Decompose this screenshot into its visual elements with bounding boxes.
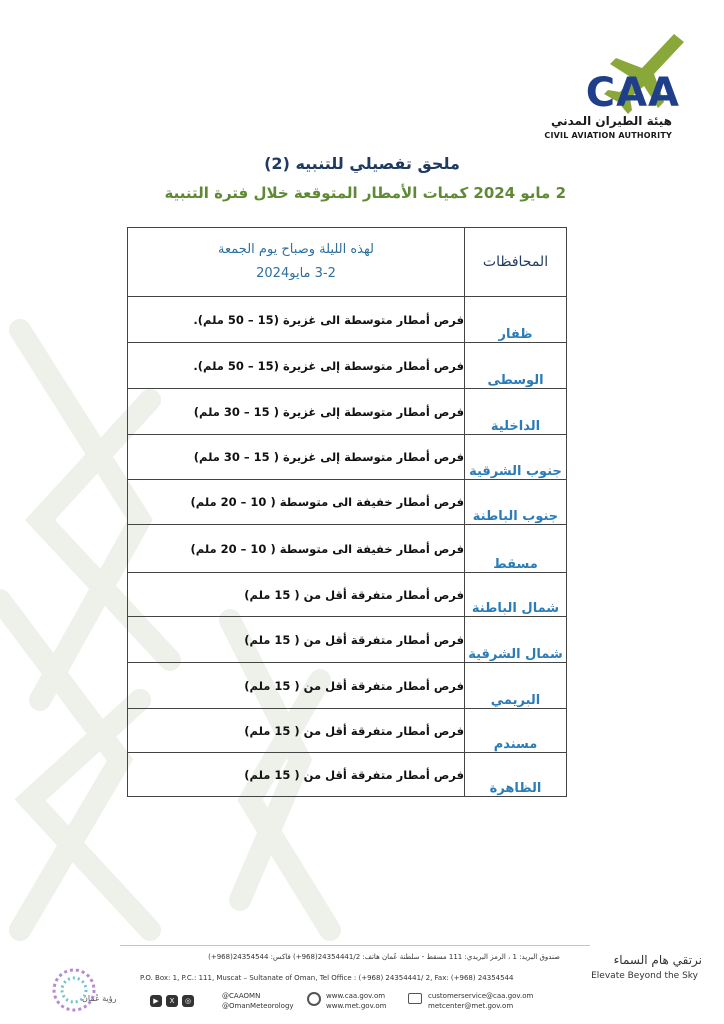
forecast-cell: فرص أمطار متفرقة أقل من ( 15 ملم) — [128, 753, 465, 797]
header-governorate: المحافظات — [465, 228, 567, 297]
logo-name-en: CIVIL AVIATION AUTHORITY — [544, 131, 672, 140]
header-period-line2: 3-2 مايو2024 — [256, 266, 336, 281]
youtube-icon[interactable]: ▶ — [150, 995, 162, 1007]
social-icons — [150, 995, 194, 1007]
table-row — [128, 389, 567, 435]
logo-abbr: CAA — [585, 70, 680, 116]
email-metcenter-link[interactable]: metcenter@met.gov.om — [428, 1002, 514, 1010]
instagram-icon[interactable]: ◎ — [182, 995, 194, 1007]
logo-name-ar: هيئة الطيران المدني — [550, 114, 672, 128]
forecast-cell: فرص أمطار متفرقة أقل من ( 15 ملم) — [128, 663, 465, 709]
table-row — [128, 617, 567, 663]
footer-address-ar: صندوق البريد: 1 ، الرمز البريدي: 111 مسقط - سلطنة عُمان هاتف: 24354441/2(968+) فاكس: 24354544(968+) — [208, 953, 560, 961]
forecast-cell: فرص أمطار متفرقة أقل من ( 15 ملم) — [128, 617, 465, 663]
header-period — [128, 228, 465, 297]
governorate-cell: الداخلية — [465, 389, 567, 435]
table-row — [128, 709, 567, 753]
table-row — [128, 573, 567, 617]
table-row — [128, 297, 567, 343]
footer-divider — [120, 945, 590, 946]
x-icon[interactable]: X — [166, 995, 178, 1007]
governorate-cell: شمال الباطنة — [465, 573, 567, 617]
social-handle-met[interactable]: @OmanMeteorology — [222, 1002, 294, 1010]
governorate-cell: شمال الشرقية — [465, 617, 567, 663]
governorate-cell: ظفار — [465, 297, 567, 343]
governorate-cell: الوسطى — [465, 343, 567, 389]
table-row — [128, 435, 567, 480]
forecast-cell: فرص أمطار خفيفة الى متوسطة ( 10 – 20 ملم) — [128, 480, 465, 525]
forecast-cell: فرص أمطار متوسطة إلى غزيرة ( 15 – 30 ملم) — [128, 435, 465, 480]
table-row — [128, 753, 567, 797]
forecast-cell: فرص أمطار متوسطة إلى غزيرة (15 – 50 ملم). — [128, 343, 465, 389]
slogan-en: Elevate Beyond the Sky — [591, 971, 698, 981]
table-row — [128, 343, 567, 389]
governorate-cell: مسندم — [465, 709, 567, 753]
website-caa-link[interactable]: www.caa.gov.om — [326, 992, 386, 1000]
vision-label: رؤية عُمان — [82, 994, 117, 1003]
website-met-link[interactable]: www.met.gov.om — [326, 1002, 387, 1010]
table-header-row — [128, 228, 567, 297]
governorate-cell: الظاهرة — [465, 753, 567, 797]
footer-address-en: P.O. Box: 1, P.C.: 111, Muscat – Sultanate of Oman, Tel Office : (+968) 24354441/ 2, Fax: (+968) 24354544 — [140, 974, 514, 982]
oman-vision-logo-icon — [46, 960, 116, 1020]
governorate-cell: جنوب الباطنة — [465, 480, 567, 525]
forecast-cell: فرص أمطار متفرقة أقل من ( 15 ملم) — [128, 709, 465, 753]
governorate-cell: مسقط — [465, 525, 567, 573]
forecast-table — [127, 227, 567, 797]
header-period-line1: لهذه الليلة وصباح يوم الجمعة — [218, 242, 374, 257]
forecast-cell: فرص أمطار متفرقة أقل من ( 15 ملم) — [128, 573, 465, 617]
forecast-cell: فرص أمطار متوسطة إلى غزيرة ( 15 – 30 ملم) — [128, 389, 465, 435]
page-title: ملحق تفصيلي للتنبيه (2) — [264, 154, 460, 173]
governorate-cell: جنوب الشرقية — [465, 435, 567, 480]
email-customer-service-link[interactable]: customerservice@caa.gov.om — [428, 992, 534, 1000]
web-icon — [307, 992, 321, 1006]
table-row — [128, 480, 567, 525]
social-handle-caa[interactable]: @CAAOMN — [222, 992, 261, 1000]
table-row — [128, 525, 567, 573]
forecast-cell: فرص أمطار خفيفة الى متوسطة ( 10 – 20 ملم) — [128, 525, 465, 573]
table-row — [128, 663, 567, 709]
forecast-cell: فرص أمطار متوسطة الى غزيرة (15 – 50 ملم). — [128, 297, 465, 343]
mail-icon — [408, 993, 422, 1004]
page-subtitle: 2 مايو 2024 كميات الأمطار المتوقعة خلال فترة التنبية — [164, 184, 566, 202]
governorate-cell: البريمي — [465, 663, 567, 709]
slogan-ar: نرتقي هام السماء — [613, 953, 702, 967]
